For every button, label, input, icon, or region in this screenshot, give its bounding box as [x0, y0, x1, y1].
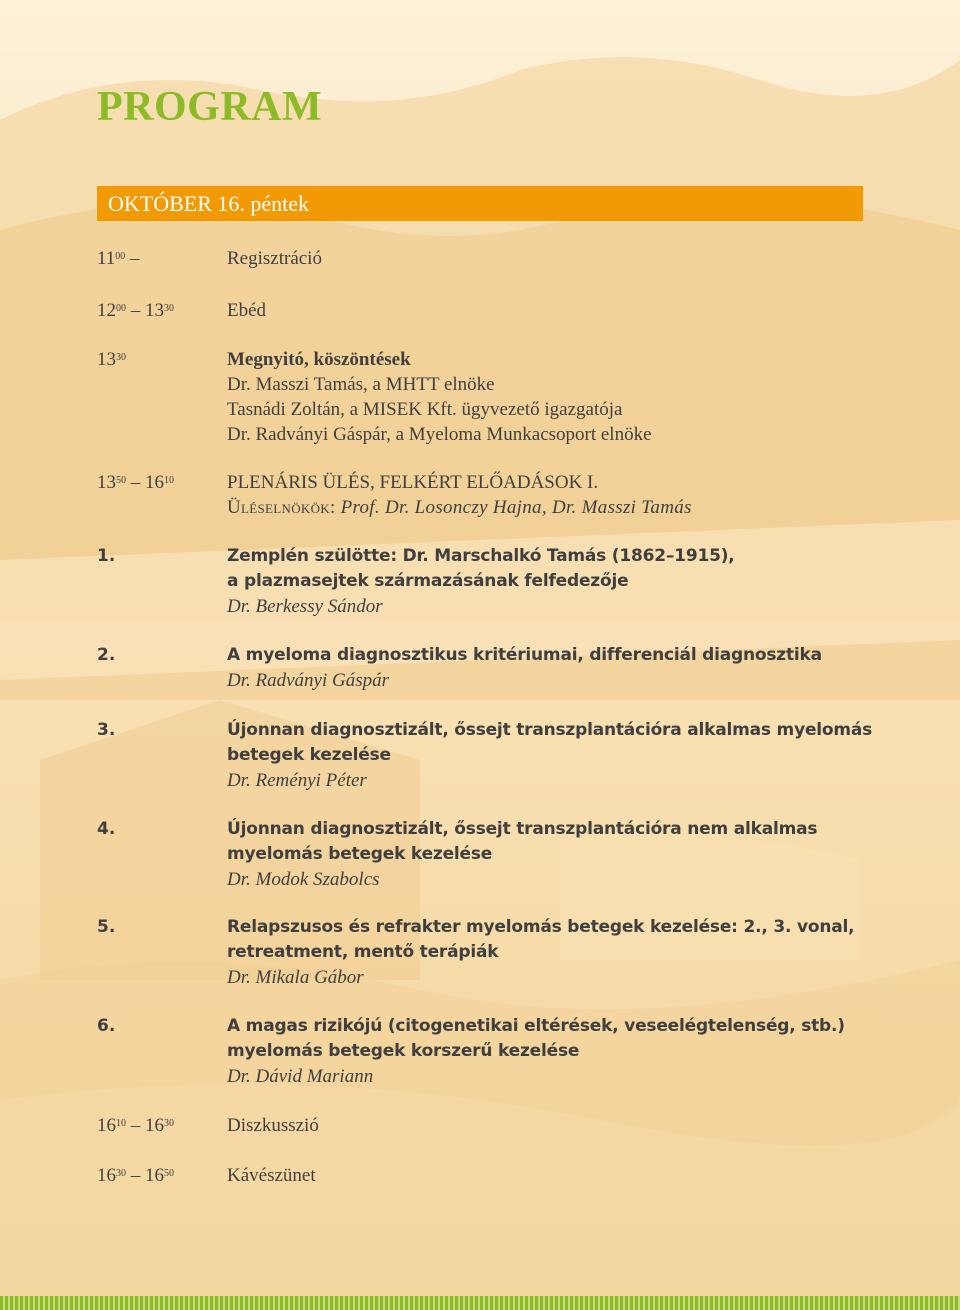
plenary-block	[227, 470, 867, 520]
talk-title-line: A magas rizikójú (citogenetikai eltérések, veseelégtelenség, stb.)	[227, 1016, 845, 1036]
talk-speaker: Dr. Modok Szabolcs	[227, 869, 380, 890]
talk-speaker: Dr. Mikala Gábor	[227, 967, 364, 988]
schedule-label: Ebéd	[227, 300, 267, 321]
talk-content	[227, 817, 867, 892]
time-slot: $12^{00} - 13^{30}$	[97, 300, 174, 321]
talk-title-line: Újonnan diagnosztizált, őssejt transzplantációra alkalmas myelomás	[227, 720, 873, 740]
talk-title-line: Zemplén szülötte: Dr. Marschalkó Tamás (1862–1915),	[227, 546, 735, 566]
talk-content	[227, 915, 867, 990]
talk-number: 2.	[97, 645, 116, 665]
talk-title-line: retreatment, mentő terápiák	[227, 942, 499, 962]
time-slot: $16^{30} - 16^{50}$	[97, 1165, 174, 1186]
bottom-decorative-stripe	[0, 1296, 960, 1310]
talk-title-line: myelomás betegek kezelése	[227, 844, 493, 864]
opening-title: Megnyitó, köszöntések	[227, 349, 411, 370]
talk-title-line: myelomás betegek korszerű kezelése	[227, 1041, 580, 1061]
talk-content	[227, 544, 867, 619]
talk-content	[227, 643, 867, 693]
time-slot: $16^{10} - 16^{30}$	[97, 1115, 174, 1136]
schedule-label: Kávészünet	[227, 1165, 316, 1186]
talk-speaker: Dr. Radványi Gáspár	[227, 670, 390, 691]
day-header-bar: OKTÓBER 16. péntek	[97, 186, 863, 221]
time-slot: $13^{50} - 16^{10}$	[97, 472, 174, 493]
time-slot: $13^{30}$	[97, 349, 126, 370]
opening-speaker: Dr. Masszi Tamás, a MHTT elnöke	[227, 374, 495, 395]
session-chairs	[227, 495, 867, 520]
talk-speaker: Dr. Dávid Mariann	[227, 1066, 374, 1087]
talk-title-line: a plazmasejtek származásának felfedezője	[227, 571, 629, 591]
talk-number: 6.	[97, 1016, 116, 1036]
page-title: PROGRAM	[97, 84, 323, 130]
chairs-label: Üléselnökök:	[227, 497, 336, 518]
talk-title-line: A myeloma diagnosztikus kritériumai, differenciál diagnosztika	[227, 645, 822, 665]
plenary-title: PLENÁRIS ÜLÉS, FELKÉRT ELŐADÁSOK I.	[227, 472, 599, 493]
talk-number: 1.	[97, 546, 116, 566]
time-slot: $11^{00}$ –	[97, 248, 140, 269]
talk-content	[227, 718, 873, 793]
schedule-label: Diszkusszió	[227, 1115, 319, 1136]
talk-title-line: Relapszusos és refrakter myelomás betegek kezelése: 2., 3. vonal,	[227, 917, 855, 937]
talk-speaker: Dr. Reményi Péter	[227, 770, 367, 791]
talk-number: 4.	[97, 819, 116, 839]
opening-speaker: Dr. Radványi Gáspár, a Myeloma Munkacsoport elnöke	[227, 424, 652, 445]
schedule-label: Regisztráció	[227, 248, 322, 269]
talk-number: 5.	[97, 917, 116, 937]
chairs-names: Prof. Dr. Losonczy Hajna, Dr. Masszi Tamás	[335, 497, 692, 518]
talk-speaker: Dr. Berkessy Sándor	[227, 596, 383, 617]
talk-title-line: Újonnan diagnosztizált, őssejt transzplantációra nem alkalmas	[227, 819, 818, 839]
talk-number: 3.	[97, 720, 116, 740]
opening-speaker: Tasnádi Zoltán, a MISEK Kft. ügyvezető igazgatója	[227, 399, 623, 420]
talk-content	[227, 1014, 867, 1089]
opening-block	[227, 347, 867, 447]
talk-title-line: betegek kezelése	[227, 745, 391, 765]
